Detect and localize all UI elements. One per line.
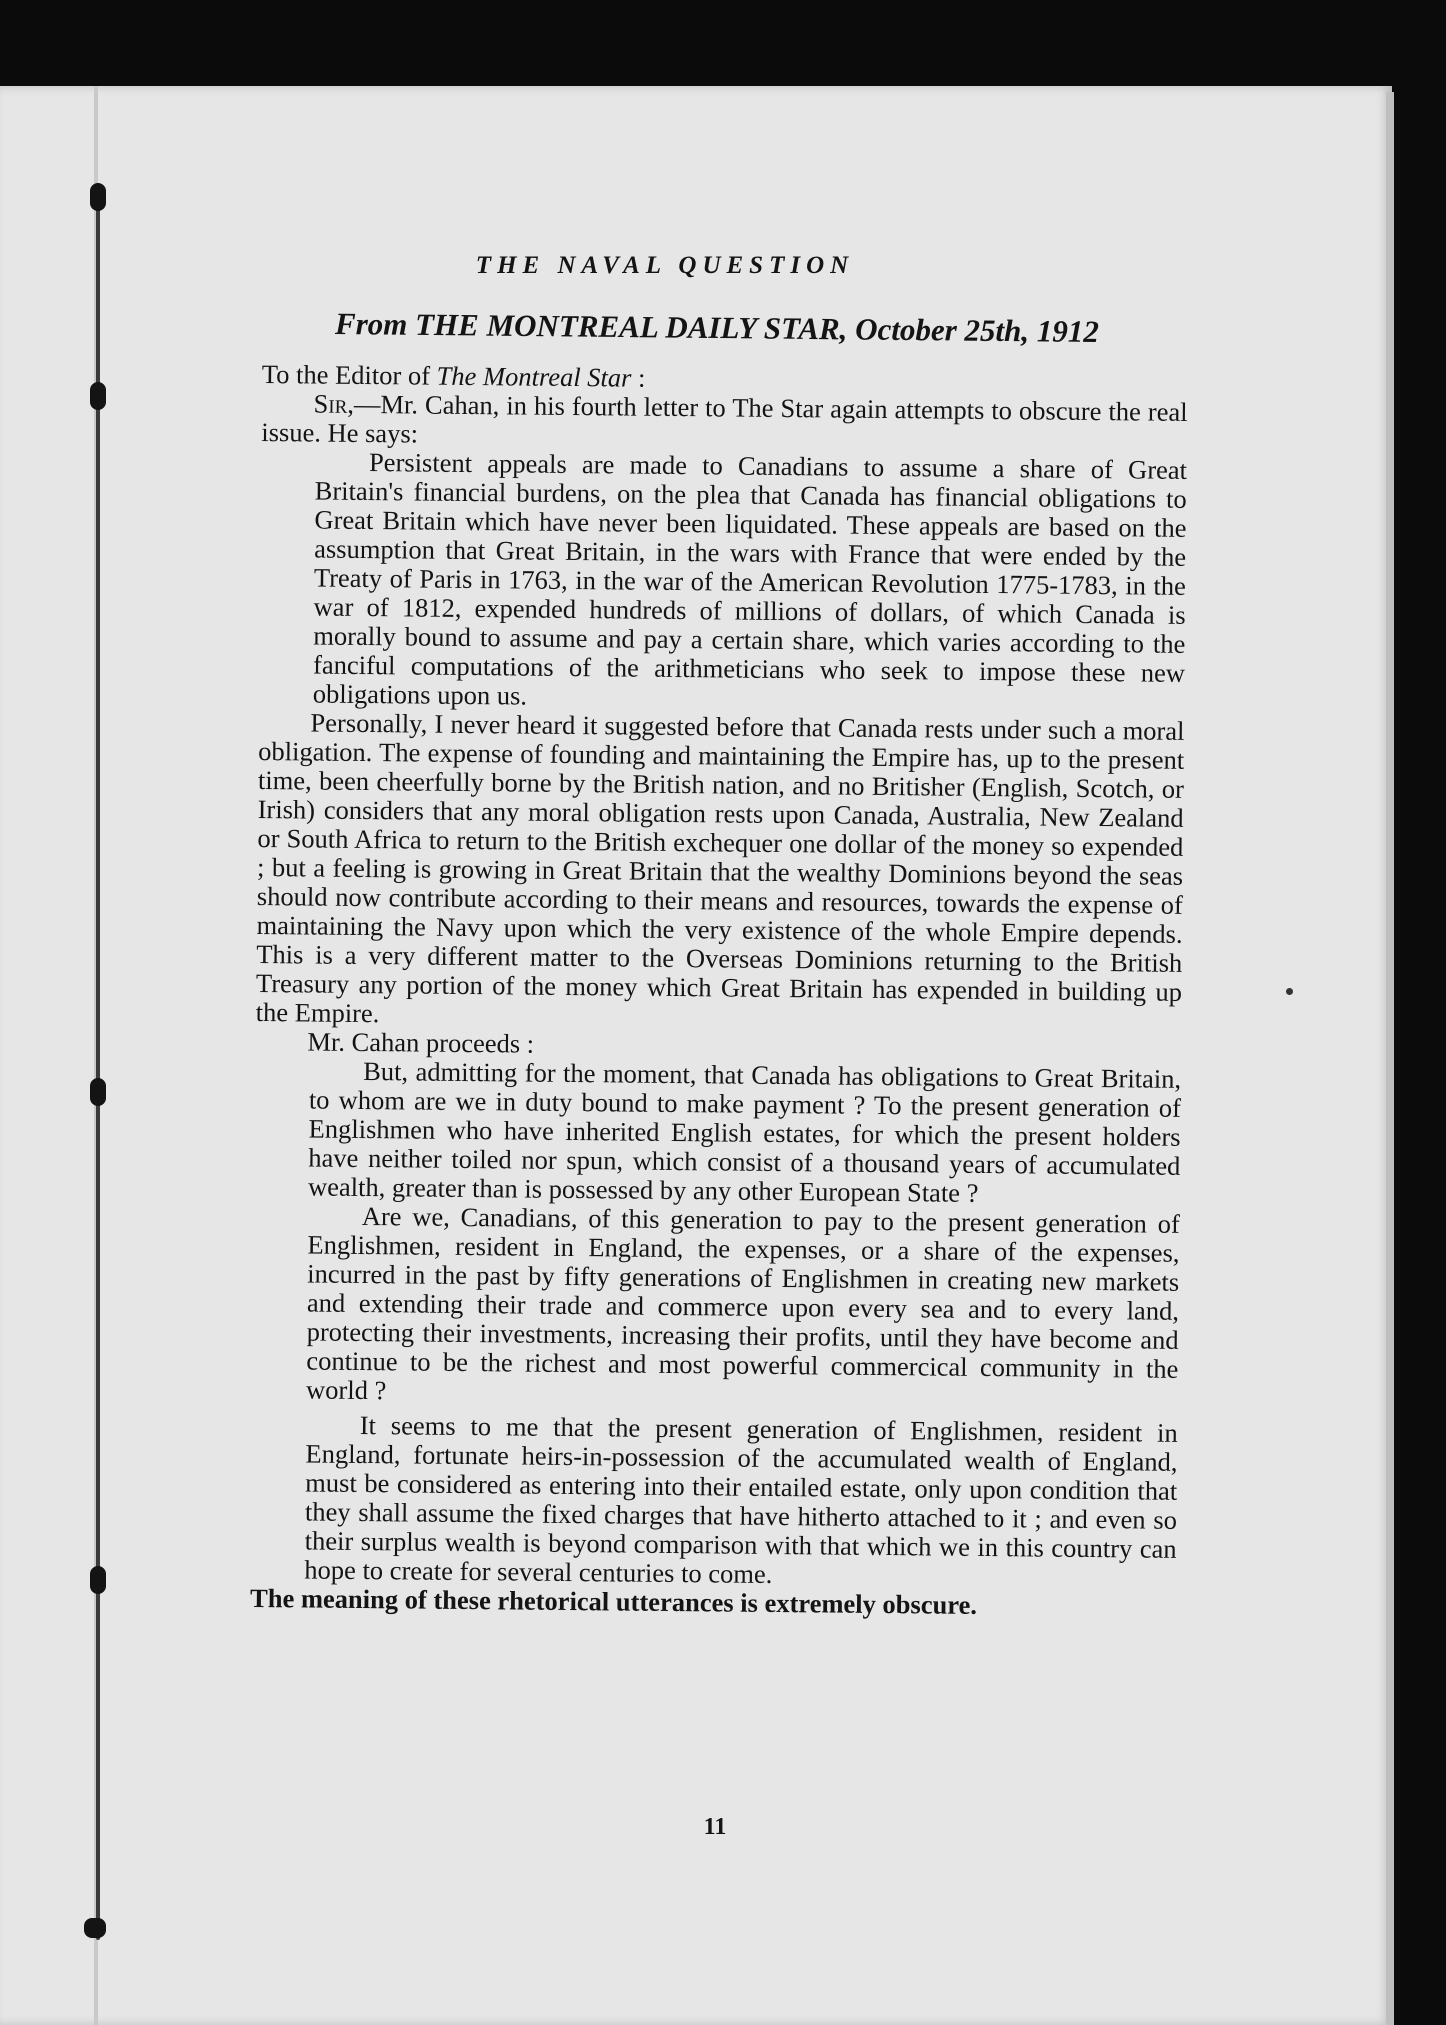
salutation-publication: The Montreal Star bbox=[436, 360, 632, 393]
paragraph-text: —Mr. Cahan, in his fourth letter to The Star again attempts to obscure the real issue. He says: bbox=[261, 388, 1188, 449]
quoted-paragraph: It seems to me that the present generation of Englishmen, resident in England, fortunate heirs-in-possession of the accumulated wealth of England, must be considered as entering into their entailed estate, only upon condition that they shall assume the fixed charges that have hitherto attached to it ; and even so their surplus wealth is beyond comparison with that which we in this country can hope to create for several centuries to come. bbox=[304, 1409, 1178, 1589]
page-number: 11 bbox=[703, 1814, 727, 1840]
paragraph-lead: Sir, bbox=[313, 388, 355, 419]
salutation-punct: : bbox=[637, 362, 646, 393]
salutation-text: To the Editor of bbox=[261, 359, 431, 391]
quoted-paragraph: But, admitting for the moment, that Canada has obligations to Great Britain, to whom are we in duty bound to make payment ? To the present generation of Englishmen who have inherited English estates, for which the present holders have neither toiled nor spun, which consist of a thousand years of accumulated wealth, greater than is possessed by any other European State ? bbox=[307, 1056, 1182, 1208]
ink-speck bbox=[1286, 988, 1293, 995]
source-prefix: From bbox=[334, 306, 408, 342]
page-edge bbox=[1386, 92, 1394, 2025]
paragraph: Mr. Cahan proceeds : bbox=[307, 1026, 535, 1059]
stitch-mark bbox=[90, 183, 106, 211]
stitch-mark bbox=[90, 382, 106, 410]
source-date: October 25th, 1912 bbox=[854, 311, 1100, 349]
letter-body bbox=[250, 360, 1188, 1622]
quoted-paragraph: Are we, Canadians, of this generation to pay to the present generation of Englishmen, resident in England, the expenses, or a share of the expenses, incurred in the past by fifty generations of Englishmen in creating new markets and extending their trade and commerce upon every sea and to every land, protecting their investments, increasing their profits, until they have become and continue to be the richest and most powerful commercical community in the world ? bbox=[305, 1200, 1180, 1406]
quoted-paragraph: Persistent appeals are made to Canadians to assume a share of Great Britain's financial burdens, on the plea that Canada has financial obligations to Great Britain which have never been liquidated. These appeals are based on the assumption that Great Britain, in the wars with France that were ended by the Treaty of Paris in 1763, in the war of the American Revolution 1775-1783, in the war of 1812, expended hundreds of millions of dollars, of which Canada is morally bound to assume and pay a certain share, which varies according to the fanciful computations of the arithmeticians who seek to impose these new obligations upon us. bbox=[312, 447, 1188, 711]
paragraph: Personally, I never heard it suggested before that Canada rests under such a moral obligation. The expense of founding and maintaining the Empire has, up to the present time, been cheerfully borne by the British nation, and no Britisher (English, Scotch, or Irish) considers that any moral obligation rests upon Canada, Australia, New Zealand or South Africa to return to the British exchequer one dollar of the money so expended ; but a feeling is growing in Great Britain that the wealthy Dominions beyond the seas should now contribute according to their means and resources, towards the expense of maintaining the Navy upon which the very existence of the whole Empire depends. This is a very different matter to the Overseas Dominions returning to the British Treasury any portion of the money which Great Britain has expended in building up the Empire. bbox=[255, 707, 1185, 1029]
paragraph bbox=[261, 389, 1188, 456]
binding-thread bbox=[96, 185, 100, 1940]
running-head: THE NAVAL QUESTION bbox=[475, 252, 855, 279]
stitch-mark bbox=[90, 1078, 106, 1106]
paragraph: The meaning of these rhetorical utterances is extremely obscure. bbox=[249, 1582, 978, 1620]
source-publication: THE MONTREAL DAILY STAR, bbox=[414, 306, 848, 347]
stitch-mark bbox=[90, 1566, 106, 1594]
stitch-mark bbox=[84, 1918, 106, 1938]
